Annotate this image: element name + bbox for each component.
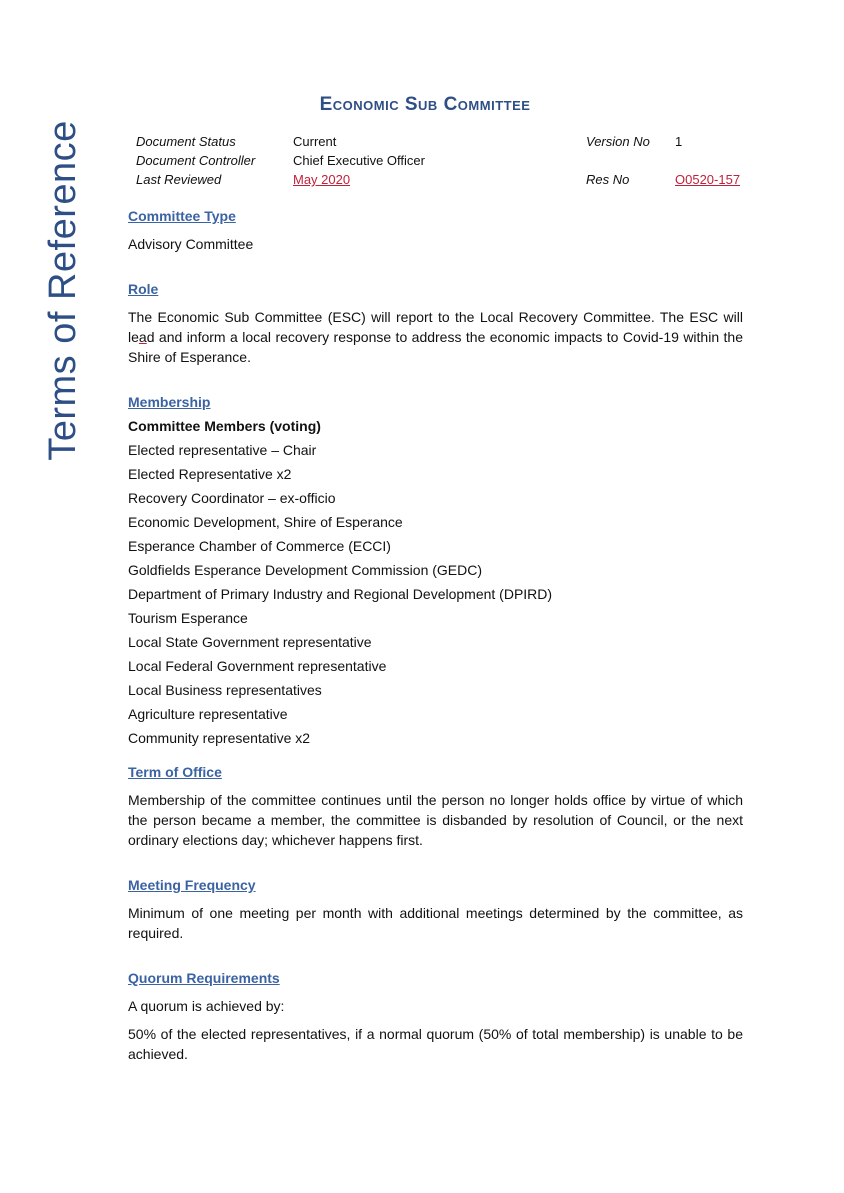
role-text bbox=[128, 307, 743, 367]
controller-label: Document Controller bbox=[136, 153, 256, 168]
version-label: Version No bbox=[586, 134, 650, 149]
member-item: Agriculture representative bbox=[128, 706, 288, 722]
member-item: Community representative x2 bbox=[128, 730, 311, 746]
meta-row-reviewed bbox=[136, 172, 756, 191]
member-item: Economic Development, Shire of Esperance bbox=[128, 514, 403, 530]
document-title: Economic Sub Committee bbox=[319, 94, 531, 115]
role-heading: Role bbox=[128, 281, 159, 297]
role-text-part-b: d and inform a local recovery response to address the economic impacts to Covid-19 within the Shire of Esperance. bbox=[128, 329, 743, 365]
term-of-office-text: Membership of the committee continues until the person no longer holds office by virtue of which the person became a member, the committee is disbanded by resolution of Council, or the next ordinary elections day; whichever happens first. bbox=[128, 792, 743, 848]
side-title bbox=[38, 115, 88, 465]
side-title-text: Terms of Reference bbox=[41, 119, 84, 461]
meta-row-status bbox=[136, 134, 756, 153]
meeting-frequency-heading: Meeting Frequency bbox=[128, 877, 256, 893]
res-value-link[interactable]: O0520-157 bbox=[675, 172, 741, 187]
reviewed-value-link[interactable]: May 2020 bbox=[293, 172, 351, 187]
member-item: Esperance Chamber of Commerce (ECCI) bbox=[128, 538, 391, 554]
meeting-frequency-text: Minimum of one meeting per month with additional meetings determined by the committee, as required. bbox=[128, 905, 743, 941]
document-meta bbox=[136, 134, 756, 191]
version-value: 1 bbox=[675, 134, 683, 149]
member-item: Local State Government representative bbox=[128, 634, 372, 650]
member-item: Local Federal Government representative bbox=[128, 658, 387, 674]
member-item: Local Business representatives bbox=[128, 682, 322, 698]
reviewed-label: Last Reviewed bbox=[136, 172, 222, 187]
role-text-part-a: The Economic Sub Committee (ESC) will report to the Local Recovery Committee. The ESC will le bbox=[128, 309, 743, 345]
member-item: Elected Representative x2 bbox=[128, 466, 292, 482]
document-body bbox=[128, 206, 743, 1064]
quorum-text: 50% of the elected representatives, if a normal quorum (50% of total membership) is unable to be achieved. bbox=[128, 1026, 743, 1062]
committee-type-heading: Committee Type bbox=[128, 208, 236, 224]
membership-heading: Membership bbox=[128, 394, 211, 410]
quorum-intro: A quorum is achieved by: bbox=[128, 998, 285, 1014]
membership-list bbox=[128, 414, 743, 750]
member-item: Recovery Coordinator – ex-officio bbox=[128, 490, 336, 506]
quorum-heading: Quorum Requirements bbox=[128, 970, 280, 986]
term-of-office-heading: Term of Office bbox=[128, 764, 222, 780]
member-item: Tourism Esperance bbox=[128, 610, 248, 626]
status-label: Document Status bbox=[136, 134, 236, 149]
committee-type-text: Advisory Committee bbox=[128, 236, 254, 252]
controller-value: Chief Executive Officer bbox=[293, 153, 425, 168]
status-value: Current bbox=[293, 134, 337, 149]
member-item: Goldfields Esperance Development Commission (GEDC) bbox=[128, 562, 483, 578]
meta-row-controller bbox=[136, 153, 756, 172]
res-label: Res No bbox=[586, 172, 630, 187]
member-item: Elected representative – Chair bbox=[128, 442, 317, 458]
member-item: Department of Primary Industry and Regional Development (DPIRD) bbox=[128, 586, 553, 602]
membership-subheading: Committee Members (voting) bbox=[128, 418, 321, 434]
role-text-spell-mark: a bbox=[138, 329, 147, 345]
